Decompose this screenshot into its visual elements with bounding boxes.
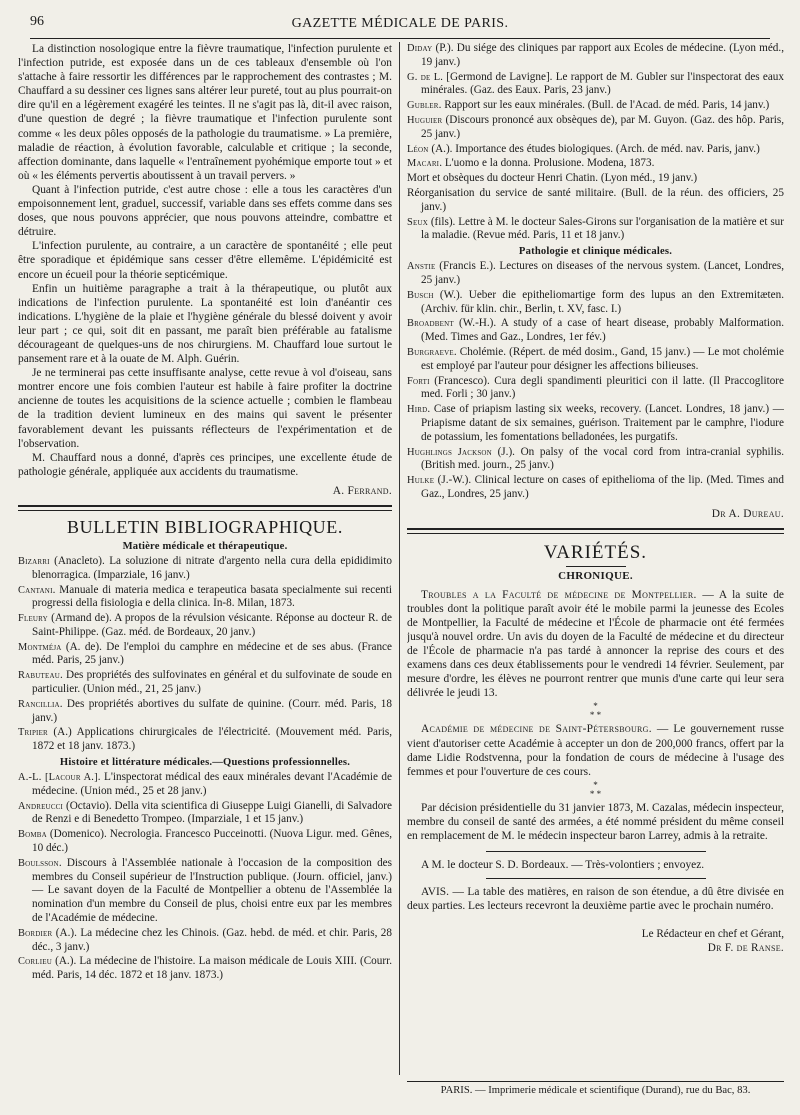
bib-entry: Burgraeve. Cholémie. (Répert. de méd dosim., Gand, 15 janv.) — Le mot cholémie est employé par l'auteur pour désigner les affections bilieuses.	[407, 345, 784, 372]
running-title: GAZETTE MÉDICALE DE PARIS.	[291, 16, 509, 31]
bib-entry: Rabuteau. Des propriétés des sulfovinates en général et du sulfovinate de soude en particulier. (Union méd., 21, 25 janv.)	[18, 669, 392, 696]
bib-entry: Hird. Case of priapism lasting six weeks, recovery. (Lancet. Londres, 18 janv.) — Priapisme datant de six semaines, guérison. Traitement par le camphre, l'iodure de potassium, les fomentations belladonées, les purgatifs.	[407, 403, 784, 443]
notice-avis: AVIS. — La table des matières, en raison de son étendue, a dû être divisée en deux parties. Les lecteurs recevront la deuxième partie avec le prochain numéro.	[407, 886, 784, 913]
bibliography-list-3	[407, 42, 784, 243]
bib-entry: A.-L. [Lacour A.]. L'inspectorat médical des eaux minérales devant l'Académie de médecine. (Union méd., 25 et 28 janv.)	[18, 771, 392, 797]
page-number: 96	[30, 14, 44, 29]
bib-entry: Hughlings Jackson (J.). On palsy of the vocal cord from intra-cranial syphilis. (British med. journ., 25 janv.)	[407, 445, 784, 472]
subhead-history: Histoire et littérature médicales.—Questions professionnelles.	[59, 757, 351, 769]
notice-rule	[486, 878, 706, 879]
review-paragraph: Je ne terminerai pas cette insuffisante analyse, cette revue à vol d'oiseau, sans montrer encore une fois combien l'auteur est habile à faire profiter la doctrine ancienne de toutes les acquisitions de la science actuelle ; combien le flambeau de la tradition devient lumineux en des mains qui savent le présenter favorablement devant les puissants réflecteurs de l'expérimentation et de l'observation.	[18, 367, 392, 450]
bib-entry: G. de L. [Germond de Lavigne]. Le rapport de M. Gubler sur l'inspectorat des eaux minérales. (Gaz. des Eaux. Paris, 23 janv.)	[407, 70, 784, 97]
bib-entry: Bomba (Domenico). Necrologia. Francesco Pucceinotti. (Nuova Ligur. med. Gênes, 10 déc.)	[18, 828, 392, 855]
right-column	[407, 42, 784, 1075]
editor-name: Dr F. de Ranse.	[707, 942, 784, 955]
asterism: * * *	[589, 701, 602, 721]
editor-signature	[407, 927, 784, 955]
bib-entry: Rancillia. Des propriétés abortives du sulfate de quinine. (Courr. méd. Paris, 18 janv.)	[18, 697, 392, 724]
bib-entry: Broadbent (W.-H.). A study of a case of heart disease, probably Malformation. (Med. Times and Gaz., Londres, 1er fév.)	[407, 317, 784, 344]
bib-entry: Mort et obsèques du docteur Henri Chatin. (Lyon méd., 19 janv.)	[407, 172, 698, 185]
bulletin-signature: Dr A. Dureau.	[711, 507, 784, 520]
review-text	[18, 42, 392, 479]
bib-entry: Gubler. Rapport sur les eaux minérales. (Bull. de l'Acad. de méd. Paris, 14 janv.)	[407, 99, 770, 112]
review-paragraph: La distinction nosologique entre la fièvre traumatique, l'infection purulente et l'infection putride, est exposée dans un de ces tableaux d'ensemble où l'on s'attache à faire ressortir les différences par le rapprochement des contrastes ; M. Chauffard a su dessiner ces lignes sans altérer leur pureté, tout au plus pourrait-on dire qu'il en a légèrement exagéré les teintes. Il ne s'agit pas là, dit-il avec raison, d'une question de degré ; la fièvre traumatique et l'infection purulente sont comme « les deux pôles opposés de la pathologie du traumatisme. » La première, maladie de réaction, à évolution favorable, calculable et critique ; la seconde, affection dominante, dans laquelle « l'entraînement pyohémique emporte tout » et où « les éléments pervertis aboutissent à un travail pervers. »	[18, 43, 392, 182]
bib-entry: Forti (Francesco). Cura degli spandimenti pleuritici con il latte. (Il Praccoglitore med. Forli ; 30 janv.)	[407, 374, 784, 401]
subhead-materia-medica: Matière médicale et thérapeutique.	[122, 540, 288, 552]
bib-entry: Seux (fils). Lettre à M. le docteur Sales-Girons sur l'organisation de la matière et sur la maladie. (Revue méd. Paris, 11 et 18 janv.)	[407, 215, 784, 242]
bib-entry: Cantani. Manuale di materia medica e terapeutica basata specialmente sui recenti progressi della fisiologia e della clinica. In-8. Milan, 1873.	[18, 583, 392, 610]
review-paragraph: L'infection purulente, au contraire, a un caractère de spontanéité ; elle peut être sporadique et épidémique sans cesser d'être ellemême. L'épidémicité est encore un écueil pour la théorie septicémique.	[18, 240, 392, 281]
printer-imprint: PARIS. — Imprimerie médicale et scientifique (Durand), rue du Bac, 83.	[407, 1081, 784, 1096]
chronicle-paragraph: Académie de médecine de Saint-Pétersbourg. — Le gouvernement russe vient d'autoriser cette Académie à accepter un don de 200,000 francs, offert par la dame Lidie Rodstvenna, pour la fondation de cours de médecine à l'usage des femmes et pour l'ouverture de ces cours.	[407, 723, 784, 778]
bib-entry: Busch (W.). Ueber die epitheliomartige form des lupus an den Extremitæten. (Archiv. für klin. chir., Berlin, t. XV, fasc. I.)	[407, 288, 784, 315]
bib-entry: Tripier (A.) Applications chirurgicales de l'électricité. (Mouvement méd. Paris, 1872 et 18 janv. 1873.)	[18, 726, 392, 753]
chronique-heading: CHRONIQUE.	[558, 569, 633, 582]
asterism: * * *	[589, 779, 602, 799]
review-signature: A. Ferrand.	[332, 484, 392, 497]
review-paragraph: M. Chauffard nous a donné, d'après ces principes, une excellente étude de pathologie générale, appliquée aux accidents du traumatisme.	[18, 451, 392, 478]
bib-entry: Fleury (Armand de). A propos de la révulsion vésicante. Réponse au docteur R. de Saint-Philippe. (Gaz. méd. de Bordeaux, 20 janv.)	[18, 612, 392, 638]
bibliography-list-4	[407, 260, 784, 502]
running-header	[30, 14, 770, 39]
bib-entry: Réorganisation du service de santé militaire. (Bull. de la réun. des officiers, 25 janv.)	[407, 186, 784, 213]
varietes-title: VARIÉTÉS.	[543, 541, 648, 563]
section-separator	[18, 505, 392, 511]
bib-entry: Corlieu (A.). La médecine de l'histoire. La maison médicale de Louis XIII. (Courr. méd. Paris, 14 déc. 1872 et 18 janv. 1873.)	[18, 955, 392, 982]
bib-entry: Montméja (A. de). De l'emploi du camphre en médecine et de ses abus. (France méd. Paris, 25 janv.)	[18, 640, 392, 667]
editor-title: Le Rédacteur en chef et Gérant,	[641, 928, 784, 941]
bib-entry: Hulke (J.-W.). Clinical lecture on cases of epithelioma of the lip. (Med. Times and Gaz., Londres, 25 janv.)	[407, 474, 784, 500]
bibliography-list-1	[18, 555, 392, 754]
notice-rule	[486, 851, 706, 852]
section-separator	[407, 528, 784, 534]
bib-entry: Anstie (Francis E.). Lectures on diseases of the nervous system. (Lancet, Londres, 25 janv.)	[407, 260, 784, 286]
notice-correspondent: A M. le docteur S. D. Bordeaux. — Très-volontiers ; envoyez.	[421, 859, 705, 872]
bib-entry: Bordier (A.). La médecine chez les Chinois. (Gaz. hebd. de méd. et chir. Paris, 28 déc., 3 janv.)	[18, 926, 392, 953]
title-underline	[566, 566, 626, 567]
bib-entry: Léon (A.). Importance des études biologiques. (Arch. de méd. nav. Paris, janv.)	[407, 142, 760, 155]
bib-entry: Macari. L'uomo e la donna. Prolusione. Modena, 1873.	[407, 157, 655, 170]
chronicle-paragraph: Par décision présidentielle du 31 janvier 1873, M. Cazalas, médecin inspecteur, membre du conseil de santé des armées, a été nommé président du même conseil en remplacement de M. le médecin inspecteur baron Larrey, admis à la retraite.	[407, 801, 784, 843]
bulletin-title: BULLETIN BIBLIOGRAPHIQUE.	[67, 516, 343, 537]
column-rule	[399, 42, 400, 1075]
bibliography-list-2	[18, 771, 392, 983]
bib-entry: Boulsson. Discours à l'Assemblée nationale à l'occasion de la composition des membres du Conseil supérieur de l'Instruction publique. (Journ. officiel, janv.) — Le savant doyen de la Faculté de Montpellier a obtenu de l'Assemblée la nomination d'un membre du Conseil de plus, choisi entre eux par les membres de l'Académie de médecine.	[18, 856, 392, 925]
chronicle-paragraph: Troubles a la Faculté de médecine de Montpellier. — A la suite de troubles dont la politique paraît avoir été le mobile parmi la jeunesse des Ecoles de Montpellier, la Faculté de médecine et l'École de pharmacie ont été fermées jusqu'à nouvel ordre. Un avis du doyen de la Faculté de médecine et du directeur de l'École de pharmacie n'a pas tardé à annoncer la reprise des cours et des examens dans ces deux établissements pour le vendredi 14 février. Seulement, par mesure d'ordre, les élèves ne pourront rentrer que munis d'une carte qui leur sera délivrée le jeudi 13.	[407, 588, 784, 700]
bib-entry: Bizarri (Anacleto). La soluzione di nitrate d'argento nella cura della epididimito blenorragica. (Imparziale, 16 janv.)	[18, 554, 392, 581]
left-column	[18, 42, 392, 1075]
subhead-pathology: Pathologie et clinique médicales.	[518, 246, 673, 258]
review-paragraph: Quant à l'infection putride, c'est autre chose : elle a tous les caractères d'un empoisonnement lent, graduel, successif, variable dans ses effets comme dans ses doses, que nous pouvons apprécier, que nous pouvons atteindre, combattre et détruire.	[18, 183, 392, 239]
review-paragraph: Enfin un huitième paragraphe a trait à la thérapeutique, ou plutôt aux indications de l'infection purulente. La spontanéité est loin d'anéantir ces indications. L'hygiène de la plaie et l'hygiène générale du blessé doivent y avoir leur part ; ce qui, soit dit en passant, me paraît bien préférable au fatalisme décourageant de quelques-uns de nos chirurgiens. M. Chauffard loue surtout le pansement rare et à la ouate de M. Alph. Guérin.	[18, 282, 392, 366]
bib-entry: Andreucci (Octavio). Della vita scientifica di Giuseppe Luigi Gianelli, di Salvadore de Renzi e di Benedetto Trompeo. (Imparziale, 1 et 15 janv.)	[18, 799, 392, 826]
bib-entry: Diday (P.). Du siége des cliniques par rapport aux Ecoles de médecine. (Lyon méd., 19 janv.)	[407, 42, 784, 68]
bib-entry: Huguier (Discours prononcé aux obsèques de), par M. Guyon. (Gaz. des hôp. Paris, 25 janv.)	[407, 113, 784, 140]
